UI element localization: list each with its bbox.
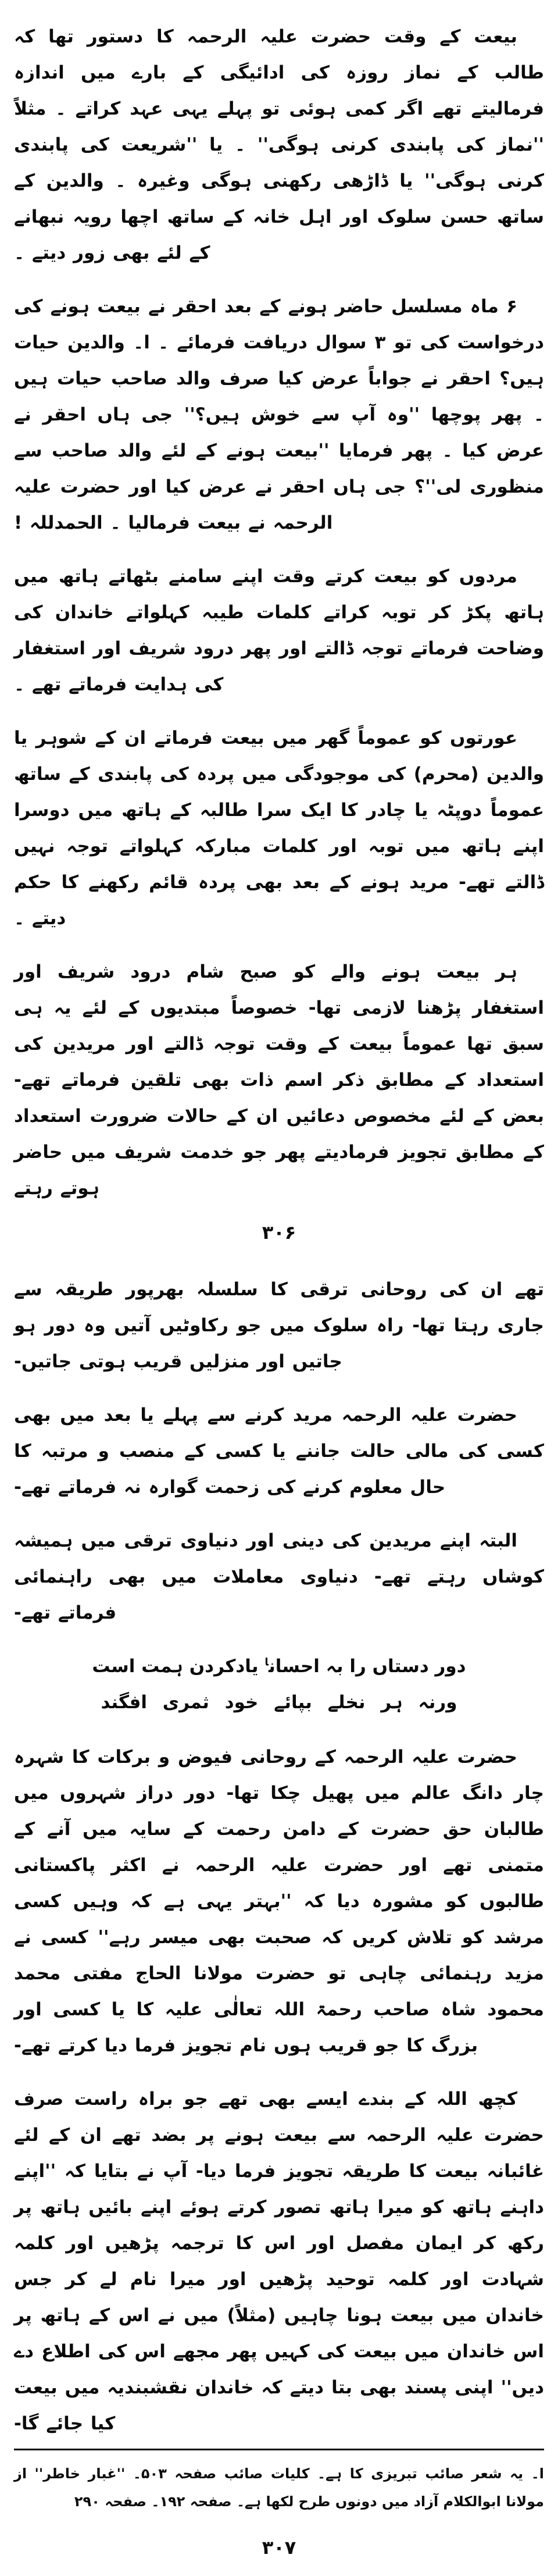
couplet-line-1-rest: یادکردن ہمت است xyxy=(92,1656,259,1677)
paragraph-continuation: تھے ان کی روحانی ترقی کا سلسلہ بھرپور طریقہ سے جاری رہتا تھا- راہ سلوک میں جو رکاوٹیں آتیں وہ دور ہو جاتیں اور منزلیں قریب ہوتی جاتیں- xyxy=(14,1279,544,1372)
page-306-block xyxy=(14,19,544,1244)
paragraph: بیعت کے وقت حضرت علیہ الرحمہ کا دستور تھا کہ طالب کے نماز روزہ کی ادائیگی کے بارے میں اندازہ فرمالیتے تھے اگر کمی ہوئی تو پہلے یہی عہد کراتے ۔ مثلاً ''نماز کی پابندی کرنی ہوگی'' ۔ یا ''شریعت کی پابندی کرنی ہوگی'' یا ڈاڑھی رکھنی ہوگی وغیرہ ۔ والدین کے ساتھ حسن سلوک اور اہل خانہ کے ساتھ اچھا رویہ نبھانے کے لئے بھی زور دیتے ۔ xyxy=(14,26,544,263)
paragraph: عورتوں کو عموماً گھر میں بیعت فرماتے ان کے شوہر یا والدین (محرم) کی موجودگی میں پردہ کی پابندی کے ساتھ عموماً دوپٹہ یا چادر کا ایک سرا طالبہ کے ہاتھ میں دوسرا اپنے ہاتھ میں توبہ اور کلمات مبارکہ کہلواتے توجہ نہیں ڈالتے تھے- مرید ہونے کے بعد بھی پردہ قائم رکھنے کا حکم دیتے ۔ xyxy=(14,728,544,929)
paragraph: حضرت علیہ الرحمہ کے روحانی فیوض و برکات کا شہرہ چار دانگ عالم میں پھیل چکا تھا- دور دراز شہروں میں طالبان حق حضرت کے دامن رحمت کے سایہ میں آنے کے متمنی تھے اور حضرت علیہ الرحمہ نے اکثر پاکستانی طالبوں کو مشورہ دیا کہ ''بہتر یہی ہے کہ وہیں کسی مرشد کو تلاش کریں کہ صحبت بھی میسر رہے'' کسی نے مزید رہنمائی چاہی تو حضرت مولانا الحاج مفتی محمد محمود شاہ صاحب رحمۃ اللہ تعالٰی علیہ کا یا کسی اور بزرگ کا جو قریب ہوں نام تجویز فرما دیا کرتے تھے- xyxy=(14,1747,544,2056)
couplet-line-1-text: دور دستاں را بہ احسان xyxy=(269,1656,466,1677)
page-number-307: ۳۰۷ xyxy=(262,2536,296,2559)
couplet-line-1 xyxy=(14,1648,544,1684)
footnote-divider xyxy=(14,2449,544,2450)
paragraph: ۶ ماہ مسلسل حاضر ہونے کے بعد احقر نے بیعت ہونے کی درخواست کی تو ۳ سوال دریافت فرمائے ۔ ا۔ والدین حیات ہیں؟ احقر نے جواباً عرض کیا صرف والد صاحب حیات ہیں ۔ پھر پوچھا ''وہ آپ سے خوش ہیں؟'' جی ہاں احقر نے عرض کیا ۔ پھر فرمایا ''بیعت ہونے کے لئے والد صاحب سے منظوری لی''؟ جی ہاں احقر نے عرض کیا اور حضرت علیہ الرحمہ نے بیعت فرمالیا ۔ الحمدللہ ! xyxy=(14,296,544,533)
page-307-block xyxy=(14,1271,544,2559)
paragraph: مردوں کو بیعت کرتے وقت اپنے سامنے بٹھاتے ہاتھ میں ہاتھ پکڑ کر توبہ کراتے کلمات طیبہ کہلواتے خاندان کی وضاحت فرماتے توجہ ڈالتے اور پھر درود شریف اور استغفار کی ہدایت فرماتے تھے ۔ xyxy=(14,566,544,695)
footnote-text: ا۔ یہ شعر صائب تبریزی کا ہے۔ کلیات صائب صفحہ ۵۰۳۔ ''غبار خاطر'' از مولانا ابوالکلام آزاد میں دونوں طرح لکھا ہے۔ صفحہ ۱۹۲۔ صفحہ ۲۹۰ xyxy=(14,2465,544,2510)
paragraph: حضرت علیہ الرحمہ مرید کرنے سے پہلے یا بعد میں بھی کسی کی مالی حالت جاننے یا کسی کے منصب و مرتبہ کا حال معلوم کرنے کی زحمت گوارہ نہ فرماتے تھے- xyxy=(14,1405,544,1498)
page-number-306: ۳۰۶ xyxy=(262,1221,296,1244)
paragraph: ہر بیعت ہونے والے کو صبح شام درود شریف اور استغفار پڑھنا لازمی تھا- خصوصاً مبتدیوں کے لئے یہ ہی سبق تھا عموماً بیعت کے وقت توجہ ڈالتے اور مریدین کی استعداد کے مطابق ذکر اسم ذات بھی تلقین فرماتے تھے- بعض کے لئے مخصوص دعائیں ان کے حالات ضرورت استعداد کے مطابق تجویز فرمادیتے پھر جو خدمت شریف میں حاضر ہوتے رہتے xyxy=(14,961,544,1199)
footnote-marker: ا xyxy=(264,1656,269,1669)
paragraph: البتہ اپنے مریدین کی دینی اور دنیاوی ترقی میں ہمیشہ کوشاں رہتے تھے- دنیاوی معاملات میں بھی راہنمائی فرماتے تھے- xyxy=(14,1530,544,1623)
paragraph: کچھ اللہ کے بندے ایسے بھی تھے جو براہ راست صرف حضرت علیہ الرحمہ سے بیعت ہونے پر بضد تھے ان کے لئے غائبانہ بیعت کا طریقہ تجویز فرما دیا- آپ نے بتایا کہ ''اپنے داہنے ہاتھ کو میرا ہاتھ تصور کرتے ہوئے اپنے بائیں ہاتھ پر رکھ کر ایمان مفصل اور اس کا ترجمہ پڑھیں اور کلمہ شہادت اور کلمہ توحید پڑھیں اور میرا نام لے کر جس خاندان میں بیعت ہونا چاہیں (مثلاً) میں نے اس کے ہاتھ پر اس خاندان میں بیعت کی کہیں پھر مجھے اس کی اطلاع دے دیں'' اپنی پسند بھی بتا دیتے کہ خاندان نقشبندیہ میں بیعت کیا جائے گا- xyxy=(14,2089,544,2434)
couplet-line-2: ورنہ ہر نخلے بپائے خود ثمری افگند xyxy=(101,1692,457,1713)
persian-couplet xyxy=(14,1648,544,1720)
